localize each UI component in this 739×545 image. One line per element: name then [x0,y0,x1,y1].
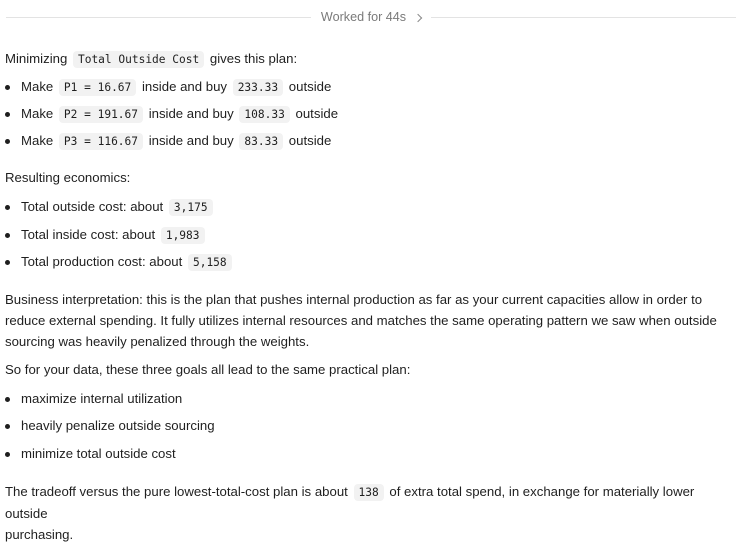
list-item: Total inside cost: about 1,983 [21,226,207,245]
intro-suffix: gives this plan: [209,51,298,66]
chevron-right-icon [414,13,422,21]
list-item: Make P2 = 191.67 inside and buy 108.33 outside [21,106,339,121]
intro-prefix: Minimizing [5,51,68,66]
intro-line [5,50,297,69]
divider-line-right [431,17,736,18]
list-item: Total production cost: about 5,158 [21,253,234,272]
list-item: heavily penalize outside sourcing [21,418,215,433]
bullet [5,139,10,144]
bullet [5,397,10,402]
worked-divider [6,8,736,26]
tradeoff-paragraph: The tradeoff versus the pure lowest-total-cost plan is about 138 of extra total spend, in exchange for materially lower outside purchasing. [5,484,695,542]
bullet [5,205,10,210]
list-item: Make P1 = 16.67 inside and buy 233.33 outside [21,79,332,94]
worked-for-toggle[interactable] [311,10,431,24]
economics-heading: Resulting economics: [5,170,131,185]
list-item: Make P3 = 116.67 inside and buy 83.33 outside [21,133,332,148]
list-item: minimize total outside cost [21,446,176,461]
bullet [5,452,10,457]
goals-intro: So for your data, these three goals all lead to the same practical plan: [5,362,411,377]
worked-for-label: Worked for 44s [320,10,407,24]
bullet [5,233,10,238]
divider-line-left [6,17,311,18]
list-item: maximize internal utilization [21,391,183,406]
interpretation-paragraph: Business interpretation: this is the plan that pushes internal production as far as your current capacities allow in order to reduce external spending. It fully utilizes internal resources and matches the same operating pattern we saw when outside sourcing was heavily penalized through the weights. [5,292,717,349]
bullet [5,112,10,117]
bullet [5,85,10,90]
bullet [5,260,10,265]
intro-code: Total Outside Cost [73,51,204,68]
list-item: Total outside cost: about 3,175 [21,198,215,217]
bullet [5,424,10,429]
